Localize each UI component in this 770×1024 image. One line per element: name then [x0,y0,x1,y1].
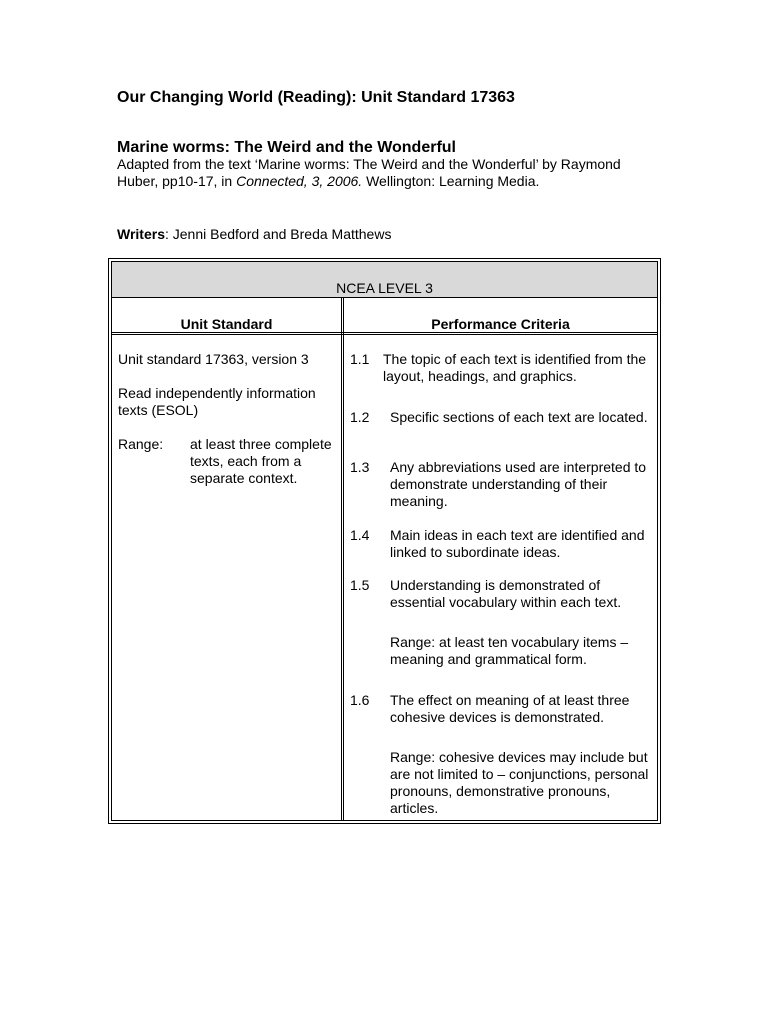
writers-names: : Jenni Bedford and Breda Matthews [164,226,392,242]
source-citation [117,156,637,190]
unit-standard-column-header: Unit Standard [180,316,273,332]
performance-criteria-column-header: Performance Criteria [431,316,570,332]
criterion-1-2 [350,409,653,426]
writers-label: Writers [117,226,165,242]
column-divider [341,298,344,820]
unit-standard-description: Read independently information texts (ESOL) [118,385,316,418]
criterion-text: The topic of each text is identified from the layout, headings, and graphics. [383,351,647,384]
criterion-number: 1.3 [350,459,370,475]
criterion-1-1 [350,351,653,385]
article-title: Marine worms: The Weird and the Wonderful [117,139,456,156]
criterion-number: 1.4 [350,527,370,543]
criterion-range: Range: cohesive devices may include but are not limited to – conjunctions, personal pronouns, demonstrative pronouns, articles. [390,749,649,816]
source-publisher: Wellington: Learning Media. [362,173,540,189]
standards-table-inner [111,261,658,821]
writers-line [117,226,637,243]
unit-standard-range-text: at least three complete texts, each from a separate context. [190,436,332,486]
criterion-text: The effect on meaning of at least three cohesive devices is demonstrated. [390,692,630,725]
unit-standard-version: Unit standard 17363, version 3 [118,351,309,367]
criterion-text: Specific sections of each text are located. [390,409,648,425]
header-divider [112,332,657,335]
standards-table [108,258,661,824]
page-title: Our Changing World (Reading): Unit Standard 17363 [117,89,515,106]
criterion-number: 1.1 [350,351,370,367]
criterion-text: Understanding is demonstrated of essential vocabulary within each text. [390,577,622,610]
source-text: Adapted from the text ‘Marine worms: The Weird and the Wonderful’ by Raymond Huber, pp10-17, in [117,156,621,189]
criterion-range: Range: at least ten vocabulary items – meaning and grammatical form. [390,634,629,667]
criterion-text: Any abbreviations used are interpreted to demonstrate understanding of their meaning. [390,459,647,509]
criterion-number: 1.5 [350,577,370,593]
criterion-text: Main ideas in each text are identified and linked to subordinate ideas. [390,527,645,560]
unit-standard-range-label: Range: [118,436,164,452]
source-publication: Connected, 3, 2006. [236,173,363,189]
criterion-1-5 [350,577,653,668]
criterion-1-6 [350,692,653,817]
criterion-number: 1.6 [350,692,370,708]
criterion-1-4 [350,527,653,561]
criterion-number: 1.2 [350,409,370,425]
ncea-level-header: NCEA LEVEL 3 [112,262,657,298]
criterion-1-3 [350,459,653,510]
